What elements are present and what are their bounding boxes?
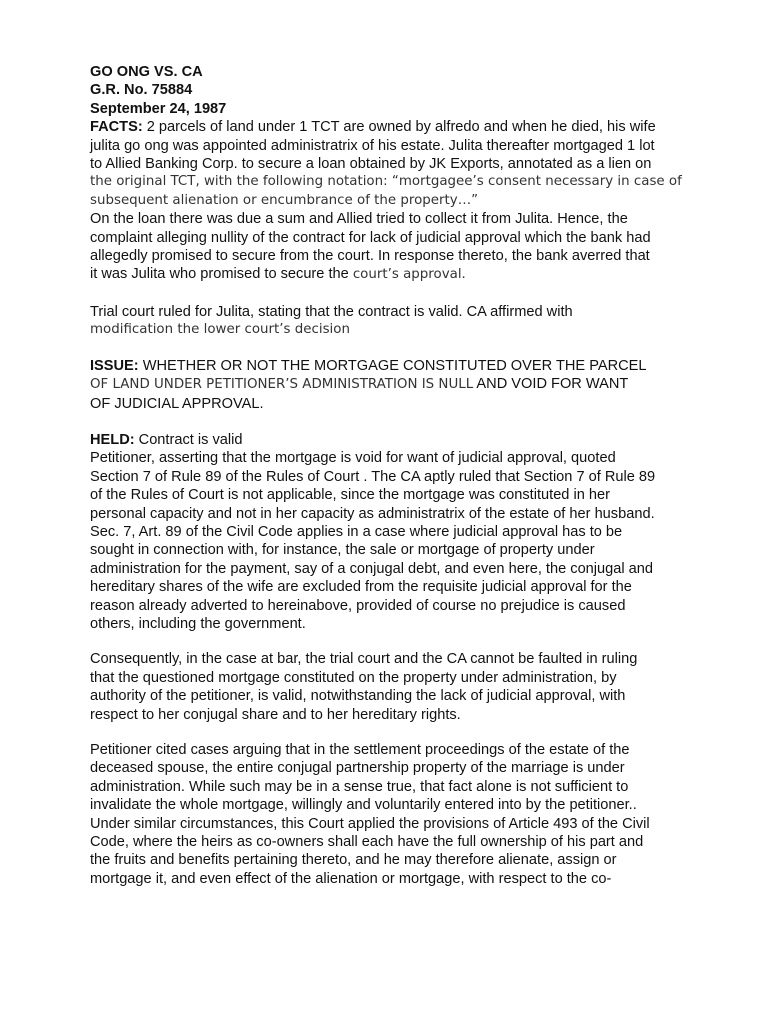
facts-line	[90, 265, 680, 284]
issue-text: OF LAND UNDER PETITIONER’S ADMINISTRATION IS NULL	[90, 377, 474, 393]
consequently-line: Consequently, in the case at bar, the trial court and the CA cannot be faulted in ruling	[90, 651, 638, 668]
issue-text: WHETHER OR NOT THE MORTGAGE CONSTITUTED OVER THE PARCEL	[138, 357, 647, 374]
trial-line: Trial court ruled for Julita, stating that the contract is valid. CA affirmed with	[90, 303, 573, 320]
held-line: personal capacity and not in her capacity as administratrix of the estate of her husband.	[90, 505, 655, 522]
facts-line: complaint alleging nullity of the contract for lack of judicial approval which the bank had	[90, 229, 651, 246]
consequently-line: respect to her conjugal share and to her hereditary rights.	[90, 706, 461, 723]
paragraph-gap	[90, 413, 680, 431]
facts-line: subsequent alienation or encumbrance of the property…”	[90, 192, 479, 208]
issue-line	[90, 357, 680, 375]
held-line: Section 7 of Rule 89 of the Rules of Court . The CA aptly ruled that Section 7 of Rule 89	[90, 468, 656, 485]
held-label: HELD:	[90, 431, 135, 448]
paragraph-gap	[90, 633, 680, 650]
petitioner-line: administration. While such may be in a sense true, that fact alone is not sufficient to	[90, 778, 629, 795]
facts-line: allegedly promised to secure from the court. In response thereto, the bank averred that	[90, 248, 650, 265]
decision-date: September 24, 1987	[90, 100, 227, 117]
issue-line: OF JUDICIAL APPROVAL.	[90, 395, 264, 412]
issue-line	[90, 375, 680, 394]
issue-text: AND VOID FOR WANT	[473, 376, 629, 393]
petitioner-line: mortgage it, and even effect of the alienation or mortgage, with respect to the co-	[90, 870, 612, 887]
gr-number: G.R. No. 75884	[90, 82, 193, 99]
petitioner-line: deceased spouse, the entire conjugal partnership property of the marriage is under	[90, 760, 625, 777]
paragraph-gap	[90, 724, 680, 741]
consequently-line: that the questioned mortgage constituted on the property under administration, by	[90, 669, 617, 686]
facts-line: the original TCT, with the following notation: “mortgagee’s consent necessary in case of	[90, 174, 682, 190]
facts-label: FACTS:	[90, 119, 143, 136]
trial-line: modification the lower court’s decision	[90, 322, 350, 338]
held-line: hereditary shares of the wife are excluded from the requisite judicial approval for the	[90, 579, 632, 596]
facts-line: On the loan there was due a sum and Allied tried to collect it from Julita. Hence, the	[90, 211, 628, 228]
held-line: of the Rules of Court is not applicable, since the mortgage was constituted in her	[90, 487, 610, 504]
petitioner-line: the fruits and benefits pertaining thereto, and he may therefore alienate, assign or	[90, 852, 617, 869]
facts-line: to Allied Banking Corp. to secure a loan obtained by JK Exports, annotated as a lien on	[90, 156, 652, 173]
held-line	[90, 431, 680, 449]
held-line: reason already adverted to hereinabove, provided of course no prejudice is caused	[90, 597, 626, 614]
held-line: Petitioner, asserting that the mortgage is void for want of judicial approval, quoted	[90, 450, 616, 467]
petitioner-line: invalidate the whole mortgage, willingly and voluntarily entered into by the petitioner..	[90, 797, 637, 814]
facts-text: 2 parcels of land under 1 TCT are owned by alfredo and when he died, his wife	[146, 119, 656, 136]
consequently-line: authority of the petitioner, is valid, notwithstanding the lack of judicial approval, with	[90, 688, 626, 705]
document-page	[90, 63, 680, 888]
petitioner-line: Under similar circumstances, this Court applied the provisions of Article 493 of the Civil	[90, 815, 650, 832]
held-line: others, including the government.	[90, 615, 306, 632]
petitioner-line: Code, where the heirs as co-owners shall each have the full ownership of his part and	[90, 834, 644, 851]
paragraph-gap	[90, 285, 680, 303]
issue-label: ISSUE:	[90, 357, 139, 374]
facts-text: court’s approval.	[352, 267, 466, 283]
held-line: sought in connection with, for instance, the sale or mortgage of property under	[90, 542, 595, 559]
facts-line: julita go ong was appointed administratrix of his estate. Julita thereafter mortgaged 1 lot	[90, 137, 655, 154]
case-title: GO ONG VS. CA	[90, 64, 203, 80]
facts-line	[90, 118, 680, 136]
held-line: administration for the payment, say of a conjugal debt, and even here, the conjugal and	[90, 560, 654, 577]
petitioner-line: Petitioner cited cases arguing that in the settlement proceedings of the estate of the	[90, 742, 630, 758]
facts-text: it was Julita who promised to secure the	[90, 266, 353, 283]
paragraph-gap	[90, 340, 680, 357]
held-text: Contract is valid	[134, 431, 243, 448]
held-line: Sec. 7, Art. 89 of the Civil Code applies in a case where judicial approval has to be	[90, 523, 623, 540]
